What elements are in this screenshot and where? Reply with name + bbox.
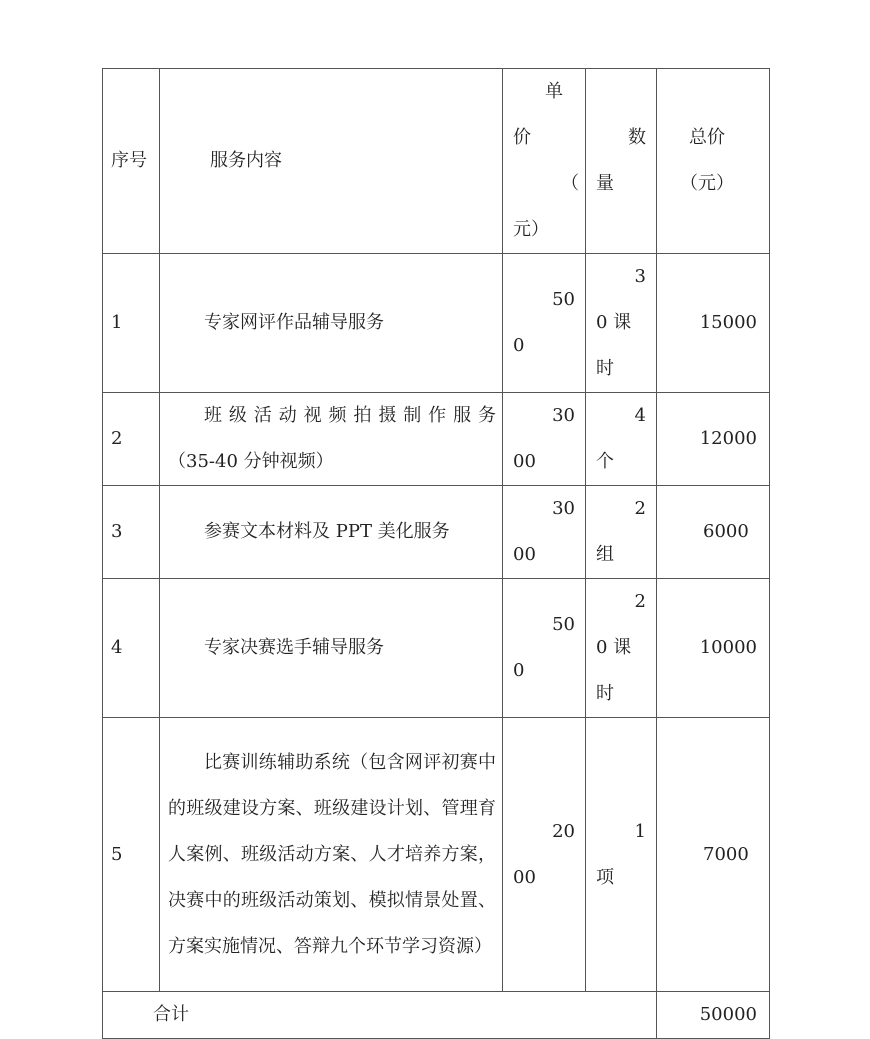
row-content: 比赛训练辅助系统（包含网评初赛中的班级建设方案、班级建设计划、管理育人案例、班级活动方案、人才培养方案，决赛中的班级活动策划、模拟情景处置、方案实施情况、答辩九个环节学习资源） xyxy=(160,718,503,992)
row-price: 50 0 xyxy=(503,254,586,393)
header-total: 总价 （元） xyxy=(657,69,770,254)
row-content: 专家决赛选手辅导服务 xyxy=(160,579,503,718)
row-no: 3 xyxy=(103,486,160,579)
row-total: 10000 xyxy=(657,579,770,718)
header-no: 序号 xyxy=(103,69,160,254)
sum-row xyxy=(103,992,770,1039)
header-price: 单 价 （ 元） xyxy=(503,69,586,254)
header-row xyxy=(103,69,770,254)
table-row xyxy=(103,718,770,992)
row-qty: 2 0 课时 xyxy=(586,579,657,718)
row-content: 专家网评作品辅导服务 xyxy=(160,254,503,393)
row-qty: 3 0 课时 xyxy=(586,254,657,393)
sum-label: 合计 xyxy=(103,992,657,1039)
row-price: 30 00 xyxy=(503,393,586,486)
row-no: 4 xyxy=(103,579,160,718)
sum-total: 50000 xyxy=(657,992,770,1039)
row-price: 20 00 xyxy=(503,718,586,992)
row-content: 班级活动视频拍摄制作服务 （35-40 分钟视频） xyxy=(160,393,503,486)
row-no: 2 xyxy=(103,393,160,486)
row-content: 参赛文本材料及 PPT 美化服务 xyxy=(160,486,503,579)
row-qty: 4 个 xyxy=(586,393,657,486)
header-qty: 数 量 xyxy=(586,69,657,254)
table-row xyxy=(103,486,770,579)
row-qty: 1 项 xyxy=(586,718,657,992)
row-price: 30 00 xyxy=(503,486,586,579)
row-total: 15000 xyxy=(657,254,770,393)
table-row xyxy=(103,254,770,393)
row-no: 1 xyxy=(103,254,160,393)
row-no: 5 xyxy=(103,718,160,992)
table-row xyxy=(103,579,770,718)
header-content: 服务内容 xyxy=(160,69,503,254)
row-total: 6000 xyxy=(657,486,770,579)
row-qty: 2 组 xyxy=(586,486,657,579)
row-total: 12000 xyxy=(657,393,770,486)
table-row xyxy=(103,393,770,486)
row-price: 50 0 xyxy=(503,579,586,718)
quotation-table xyxy=(102,68,770,1039)
row-total: 7000 xyxy=(657,718,770,992)
